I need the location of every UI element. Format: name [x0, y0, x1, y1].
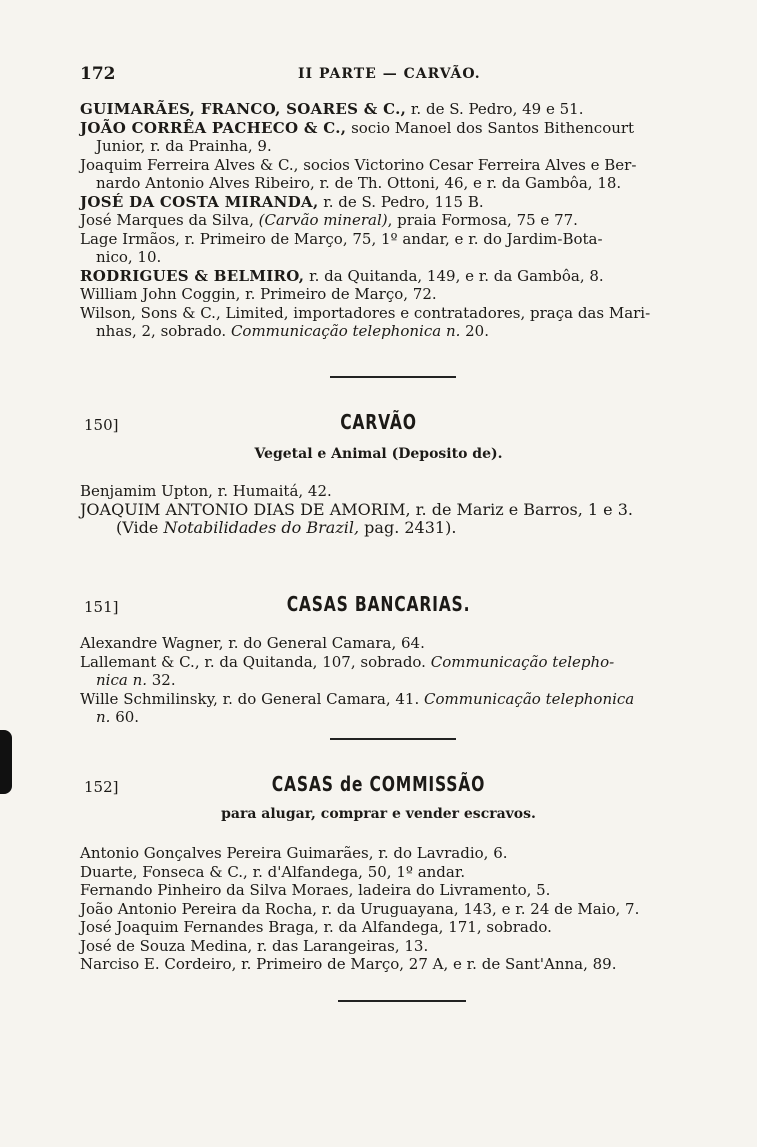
section-subtitle: para alugar, comprar e vender escravos. [221, 806, 536, 822]
list-item: Benjamim Upton, r. Humaitá, 42. [80, 482, 332, 500]
list-item: Fernando Pinheiro da Silva Moraes, ladeira do Livramento, 5. [80, 881, 551, 899]
page-number: 172 [80, 64, 116, 84]
page-header [0, 64, 757, 86]
list-item: William John Coggin, r. Primeiro de Março, 72. [80, 285, 437, 303]
section-number: 152] [84, 778, 119, 796]
section-casas-commissao-entries [80, 844, 720, 974]
list-item: JOÃO CORRÊA PACHECO & C., socio Manoel dos Santos Bithencourt Junior, r. da Prainha, 9. [80, 118, 635, 155]
list-item: JOSÉ DA COSTA MIRANDA, r. de S. Pedro, 115 B. [80, 192, 484, 211]
top-entry-list [80, 100, 720, 341]
list-item: RODRIGUES & BELMIRO, r. da Quitanda, 149, e r. da Gambôa, 8. [80, 266, 604, 285]
list-item: JOAQUIM ANTONIO DIAS DE AMORIM, r. de Mariz e Barros, 1 e 3. (Vide Notabilidades do Brazil, pag. 2431). [80, 499, 633, 537]
section-casas-bancarias-entries [80, 634, 720, 727]
section-divider [338, 1000, 466, 1002]
list-item: Duarte, Fonseca & C., r. d'Alfandega, 50, 1º andar. [80, 862, 466, 881]
list-item: José Marques da Silva, (Carvão mineral), praia Formosa, 75 e 77. [80, 211, 578, 229]
list-item: José de Souza Medina, r. das Larangeiras, 13. [80, 936, 429, 955]
section-divider [330, 376, 456, 378]
section-carvao-entries [80, 482, 720, 538]
binding-mark [0, 730, 12, 794]
section-title: CASAS de COMMISSÃO [271, 772, 486, 796]
list-item: Alexandre Wagner, r. do General Camara, 64. [80, 634, 425, 652]
running-title: II PARTE — CARVÃO. [298, 66, 481, 82]
list-item: Wille Schmilinsky, r. do General Camara, 41. Communicação telephonica n. 60. [80, 689, 635, 726]
section-title: CASAS BANCARIAS. [286, 592, 471, 616]
list-item: Lallemant & C., r. da Quitanda, 107, sobrado. Communicação telepho- nica n. 32. [80, 652, 615, 689]
list-item: Joaquim Ferreira Alves & C., socios Victorino Cesar Ferreira Alves e Ber- nardo Antonio Alves Ribeiro, r. de Th. Ottoni, 46, e r. da Gambôa, 18. [80, 155, 637, 192]
section-subtitle: Vegetal e Animal (Deposito de). [254, 446, 503, 462]
list-item: Wilson, Sons & C., Limited, importadores e contratadores, praça das Mari- nhas, 2, sobrado. Communicação telephonica n. 20. [80, 303, 651, 340]
section-number: 151] [84, 598, 119, 616]
section-divider [330, 738, 456, 740]
section-number: 150] [84, 416, 119, 434]
list-item: Antonio Gonçalves Pereira Guimarães, r. do Lavradio, 6. [80, 844, 508, 862]
list-item: GUIMARÃES, FRANCO, SOARES & C., r. de S. Pedro, 49 e 51. [80, 100, 584, 118]
list-item: Lage Irmãos, r. Primeiro de Março, 75, 1º andar, e r. do Jardim-Bota- nico, 10. [80, 229, 603, 266]
section-title: CARVÃO [340, 410, 417, 434]
list-item: João Antonio Pereira da Rocha, r. da Uruguayana, 143, e r. 24 de Maio, 7. [80, 899, 640, 918]
list-item: José Joaquim Fernandes Braga, r. da Alfandega, 171, sobrado. [80, 918, 552, 936]
list-item: Narciso E. Cordeiro, r. Primeiro de Março, 27 A, e r. de Sant'Anna, 89. [80, 955, 617, 973]
